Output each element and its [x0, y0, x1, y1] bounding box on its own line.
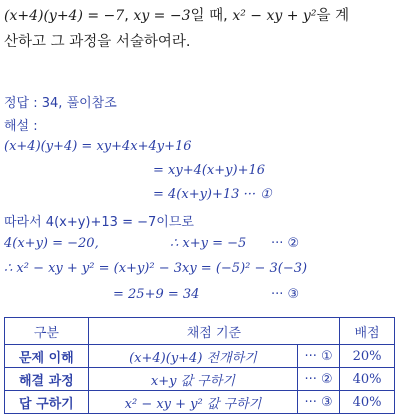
row-score: 20%	[340, 345, 395, 368]
row-label: 답 구하기	[5, 391, 89, 414]
row-score: 40%	[340, 391, 395, 414]
problem-line-1	[4, 3, 396, 29]
solution-line-2: = xy+4(x+y)+16	[153, 163, 266, 178]
row-criterion: x² − xy + y² 값 구하기	[88, 391, 297, 414]
header-score: 배점	[340, 318, 395, 345]
row-mark: ··· ②	[298, 368, 340, 391]
header-category: 구분	[5, 318, 89, 345]
header-criteria: 채점 기준	[88, 318, 339, 345]
row-criterion: (x+4)(y+4) 전개하기	[88, 345, 297, 368]
answer-label: 정답 : 34, 풀이참조	[4, 96, 117, 111]
problem-statement	[4, 3, 396, 55]
solution-line-4: 따라서 4(x+y)+13 = −7이므로	[4, 215, 194, 230]
row-mark: ··· ③	[298, 391, 340, 414]
solution-line-7: = 25+9 = 34	[113, 287, 200, 302]
grading-table-header	[5, 318, 395, 345]
row-mark: ··· ①	[298, 345, 340, 368]
solution-line-5b: ∴ x+y = −5	[170, 236, 247, 251]
problem-separator: ,	[124, 8, 129, 24]
solution-line-3: = 4(x+y)+13 ··· ①	[153, 187, 272, 202]
problem-equation-2: xy = −3	[133, 8, 191, 24]
row-label: 해결 과정	[5, 368, 89, 391]
problem-equation-1: (x+4)(y+4) = −7	[4, 8, 125, 24]
table-row	[5, 391, 395, 414]
explanation-label: 해설 :	[4, 119, 38, 134]
solution-line-1: (x+4)(y+4) = xy+4x+4y+16	[4, 139, 192, 154]
grading-table	[4, 317, 395, 414]
table-row	[5, 368, 395, 391]
problem-line-2: 산하고 그 과정을 서술하여라.	[4, 34, 191, 50]
row-criterion: x+y 값 구하기	[88, 368, 297, 391]
solution-marker-2: ··· ②	[271, 236, 300, 251]
solution-line-5a: 4(x+y) = −20,	[4, 236, 99, 251]
problem-text-2: 을 계	[316, 8, 350, 24]
problem-text-1: 일 때,	[190, 8, 228, 24]
problem-expression: x² − xy + y²	[232, 8, 317, 24]
row-label: 문제 이해	[5, 345, 89, 368]
table-row	[5, 345, 395, 368]
solution-marker-3: ··· ③	[271, 287, 300, 302]
row-score: 40%	[340, 368, 395, 391]
solution-line-6: ∴ x² − xy + y² = (x+y)² − 3xy = (−5)² − 3(−3)	[4, 261, 308, 276]
